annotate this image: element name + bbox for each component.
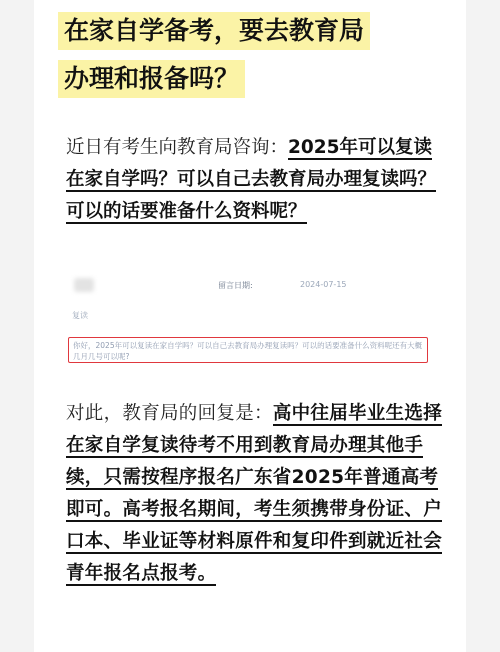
message-box: 你好，2025年可以复读在家自学吗？可以自己去教育局办理复读吗？可以的话要准备什么资料呢还有大概几月几号可以呢? [68,337,428,363]
intro-prefix: 近日有考生向教育局咨询： [66,137,289,158]
intro-highlight: 2025年可以复读在家自学吗？可以自己去教育局办理复读吗？可以的话要准备什么资料呢？ [66,137,437,222]
reply-prefix: 对此，教育局的回复是： [66,403,273,424]
article-title-line-2: 办理和报备吗？ [58,60,245,98]
intro-paragraph [66,132,446,228]
date-label: 留言日期: [218,281,253,290]
article-title-line-1: 在家自学备考，要去教育局 [58,12,370,50]
inquiry-screenshot [66,268,434,380]
date-value: 2024-07-15 [300,280,347,289]
blurred-name [74,278,94,292]
category-label: 复读 [72,311,88,320]
reply-paragraph [66,398,446,590]
reply-highlight: 高中往届毕业生选择在家自学复读待考不用到教育局办理其他手续，只需按程序报名广东省2025年普通高考即可。高考报名期间，考生须携带身份证、户口本、毕业证等材料原件和复印件到就近社会青年报名点报考。 [66,403,443,584]
